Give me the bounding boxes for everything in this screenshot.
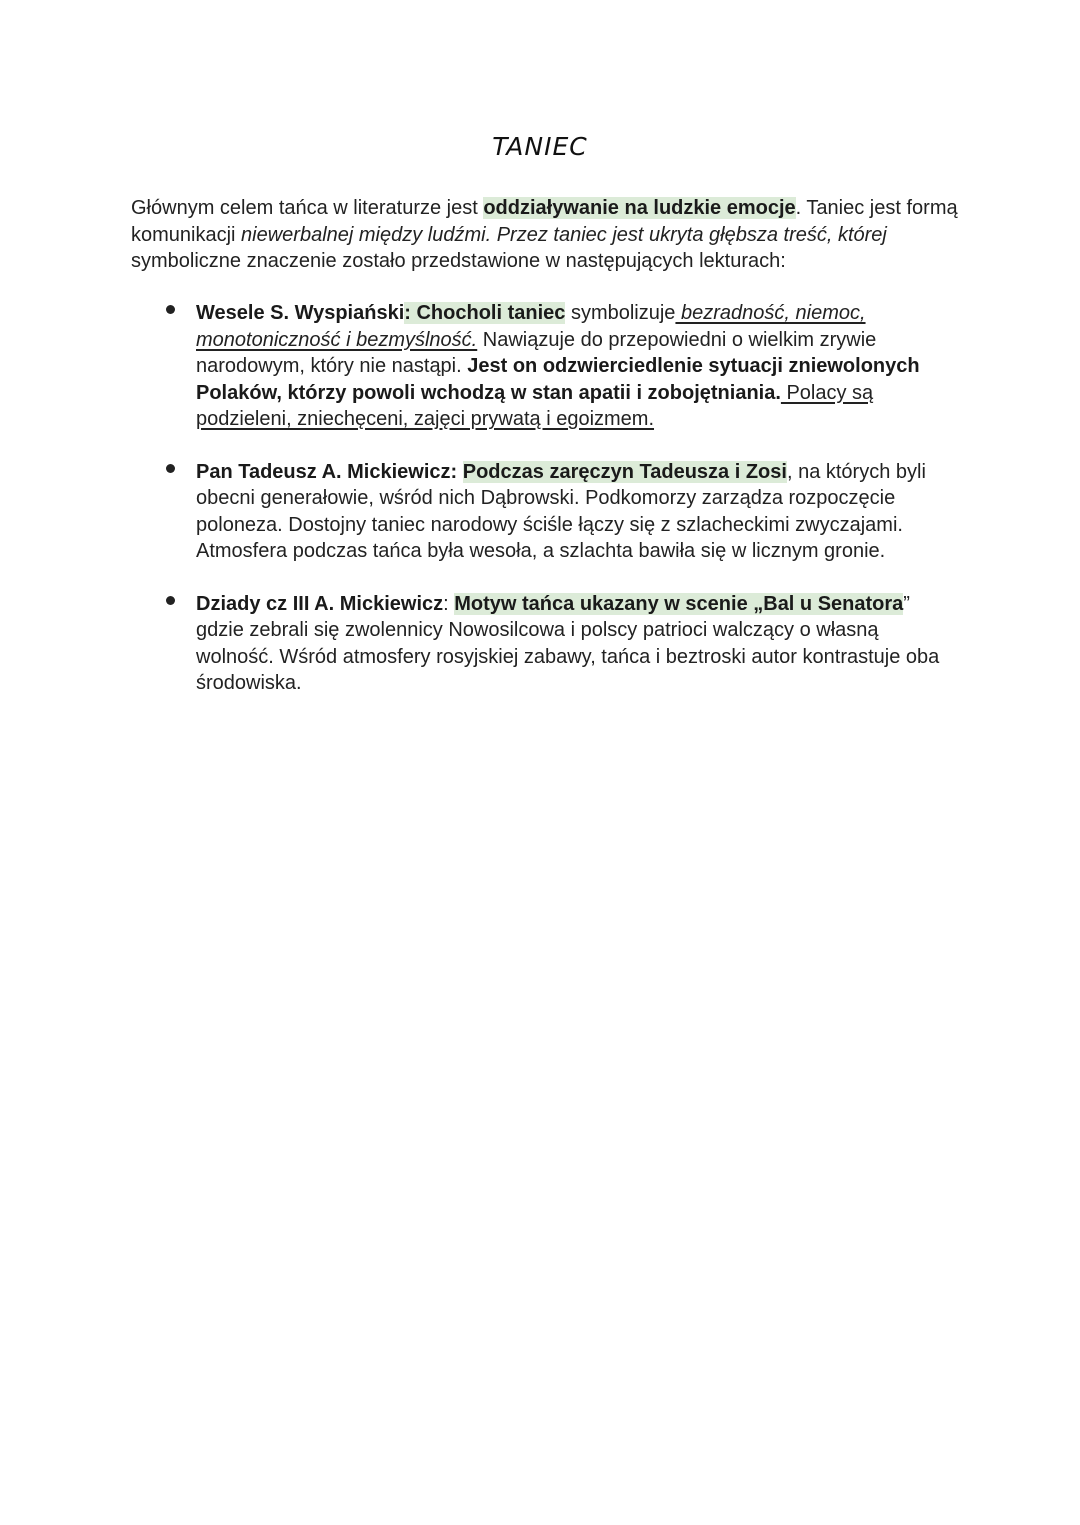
list-item-pan-tadeusz	[0, 459, 1080, 565]
intro-text: symboliczne znaczenie zostało przedstawione w następujących lekturach:	[131, 250, 786, 272]
item-underlined-italic: bezradność, niemoc, monotoniczność i bezmyślność.	[196, 302, 866, 351]
intro-highlight: oddziaływanie na ludzkie emocje	[483, 197, 796, 219]
item-heading: Wesele S. Wyspiański	[196, 302, 405, 324]
item-highlight: Motyw tańca ukazany w scenie „Bal u Senatora	[454, 592, 904, 615]
item-text: , na których byli obecni generałowie, wśród nich Dąbrowski. Podkomorzy zarządza rozpoczęcie poloneza. Dostojny taniec narodowy ściśle łączy się z szlacheckimi zwyczajami. Atmosfera podczas tańca była wesoła, a szlachta bawiła się w licznym gronie.	[196, 460, 926, 562]
item-text: ” gdzie zebrali się zwolennicy Nowosilcowa i polscy patrioci walczący o własną wolność. Wśród atmosfery rosyjskiej zabawy, tańca i beztroski autor kontrastuje oba środowiska.	[196, 592, 940, 694]
lectures-list	[0, 300, 1080, 697]
item-heading: Pan Tadeusz A. Mickiewicz:	[196, 460, 463, 483]
item-highlight: Podczas zaręczyn Tadeusza i Zosi	[462, 460, 787, 483]
item-text: :	[443, 592, 455, 615]
item-heading: Dziady cz III A. Mickiewicz	[196, 592, 444, 615]
list-item-dziady	[0, 591, 1080, 697]
intro-text: . Taniec jest formą komunikacji	[131, 197, 958, 246]
page-title: TANIEC	[492, 132, 588, 161]
intro-text: Głównym celem tańca w literaturze jest	[131, 197, 484, 219]
item-highlight: : Chocholi taniec	[404, 302, 566, 324]
bullet-icon	[166, 596, 175, 605]
item-text: Nawiązuje do przepowiedni o wielkim zrywie narodowym, który nie nastąpi.	[196, 328, 877, 377]
intro-italic: niewerbalnej między ludźmi. Przez taniec jest ukryta głębsza treść, której	[241, 223, 887, 246]
item-bold-text: Jest on odzwierciedlenie sytuacji zniewolonych Polaków, którzy powoli wchodzą w stan apatii i zobojętniania.	[196, 355, 920, 404]
intro-paragraph	[131, 195, 971, 275]
bullet-icon	[166, 464, 175, 473]
item-underlined-text: Polacy są podzieleni, zniechęceni, zajęci prywatą i egoizmem.	[196, 381, 874, 430]
item-text: symbolizuje	[565, 302, 676, 324]
list-item-wesele	[0, 300, 1080, 433]
list-item-text	[196, 591, 941, 697]
list-item-text	[196, 459, 941, 565]
bullet-icon	[166, 305, 175, 314]
list-item-text	[196, 300, 941, 433]
